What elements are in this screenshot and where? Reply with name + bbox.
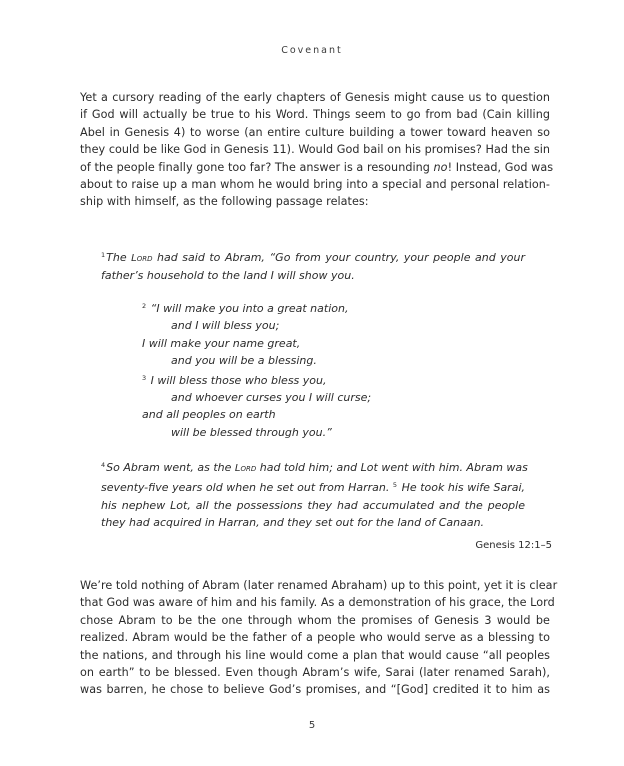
scripture-verse-1 — [101, 247, 525, 285]
poetry-line: and I will bless you; — [171, 319, 280, 333]
poetry-line: I will make your name great, — [142, 336, 301, 350]
text-line: about to raise up a man whom he would bring into a special and personal relation- — [80, 178, 550, 192]
running-head: Covenant — [281, 45, 343, 56]
poetry-line: will be blessed through you.” — [171, 425, 332, 439]
text-line: if God will actually be true to his Word. Things seem to go from bad (Cain killing — [80, 108, 550, 122]
verse-number: 3 — [142, 373, 147, 382]
text-line: chose Abram to be the one through whom the promises of Genesis 3 would be — [80, 613, 550, 627]
text-line: they had acquired in Harran, and they set out for the land of Canaan. — [101, 516, 485, 530]
text-line: Yet a cursory reading of the early chapters of Genesis might cause us to question — [80, 91, 550, 104]
text-segment: The — [106, 251, 132, 264]
text-line: that God was aware of him and his family. As a demonstration of his grace, the Lord — [80, 596, 555, 610]
lord-small-caps: Lord — [131, 253, 153, 264]
poetry-line — [142, 370, 371, 389]
text-segment: of the people finally gone too far? The answer is a resounding — [80, 160, 434, 174]
text-line: realized. Abram would be the father of a people who would serve as a blessing to — [80, 631, 550, 645]
text-line: they could be like God in Genesis 11). Would God bail on his promises? Had the sin — [80, 143, 550, 157]
text-segment: had said to Abram, “Go from your country, your people and your — [152, 251, 525, 264]
text-line: on earth” to be blessed. Even though Abram’s wife, Sarai (later renamed Sarah), — [80, 666, 550, 680]
text-line — [101, 477, 525, 496]
text-line: the nations, and through his line would come a plan that would cause “all peoples — [80, 648, 550, 662]
text-line: his nephew Lot, all the possessions they had accumulated and the people — [101, 498, 525, 512]
text-line — [101, 457, 528, 477]
text-line: was barren, he chose to believe God’s promises, and “[God] credited it to him as — [80, 683, 550, 697]
commentary-paragraph — [80, 577, 558, 699]
text-segment: seventy-five years old when he set out from Harran. — [101, 481, 393, 495]
scripture-poetry — [142, 298, 371, 441]
text-segment: ! Instead, God was — [447, 160, 554, 174]
poetry-line: and you will be a blessing. — [171, 354, 317, 368]
verse-number: 1 — [101, 251, 106, 259]
emphasis-word: no — [433, 160, 448, 174]
verse-number: 5 — [392, 481, 398, 490]
text-line — [101, 247, 525, 267]
text-line: father’s household to the land I will show you. — [101, 269, 355, 283]
text-line: ship with himself, as the following passage relates: — [80, 195, 369, 209]
scripture-reference: Genesis 12:1–5 — [475, 540, 552, 551]
text-segment: “I will make you into a great nation, — [150, 302, 349, 315]
text-line: Abel in Genesis 4) to worse (an entire culture building a tower toward heaven so — [80, 125, 550, 139]
page-number: 5 — [308, 720, 316, 731]
scripture-verses-4-5 — [101, 457, 528, 532]
poetry-line: and whoever curses you I will curse; — [171, 391, 372, 405]
poetry-line — [142, 298, 371, 317]
text-segment: So Abram went, as the — [106, 461, 235, 474]
verse-number: 2 — [142, 302, 147, 310]
text-segment: He took his wife Sarai, — [398, 481, 525, 495]
lord-small-caps: Lord — [234, 463, 257, 474]
text-segment: had told him; and Lot went with him. Abram was — [256, 461, 528, 474]
text-line — [80, 159, 554, 176]
intro-paragraph — [80, 89, 554, 211]
text-line: We’re told nothing of Abram (later renamed Abraham) up to this point, yet it is clear — [80, 579, 558, 592]
poetry-line: and all peoples on earth — [142, 408, 276, 422]
text-segment: I will bless those who bless you, — [150, 373, 327, 387]
verse-number: 4 — [101, 461, 106, 469]
